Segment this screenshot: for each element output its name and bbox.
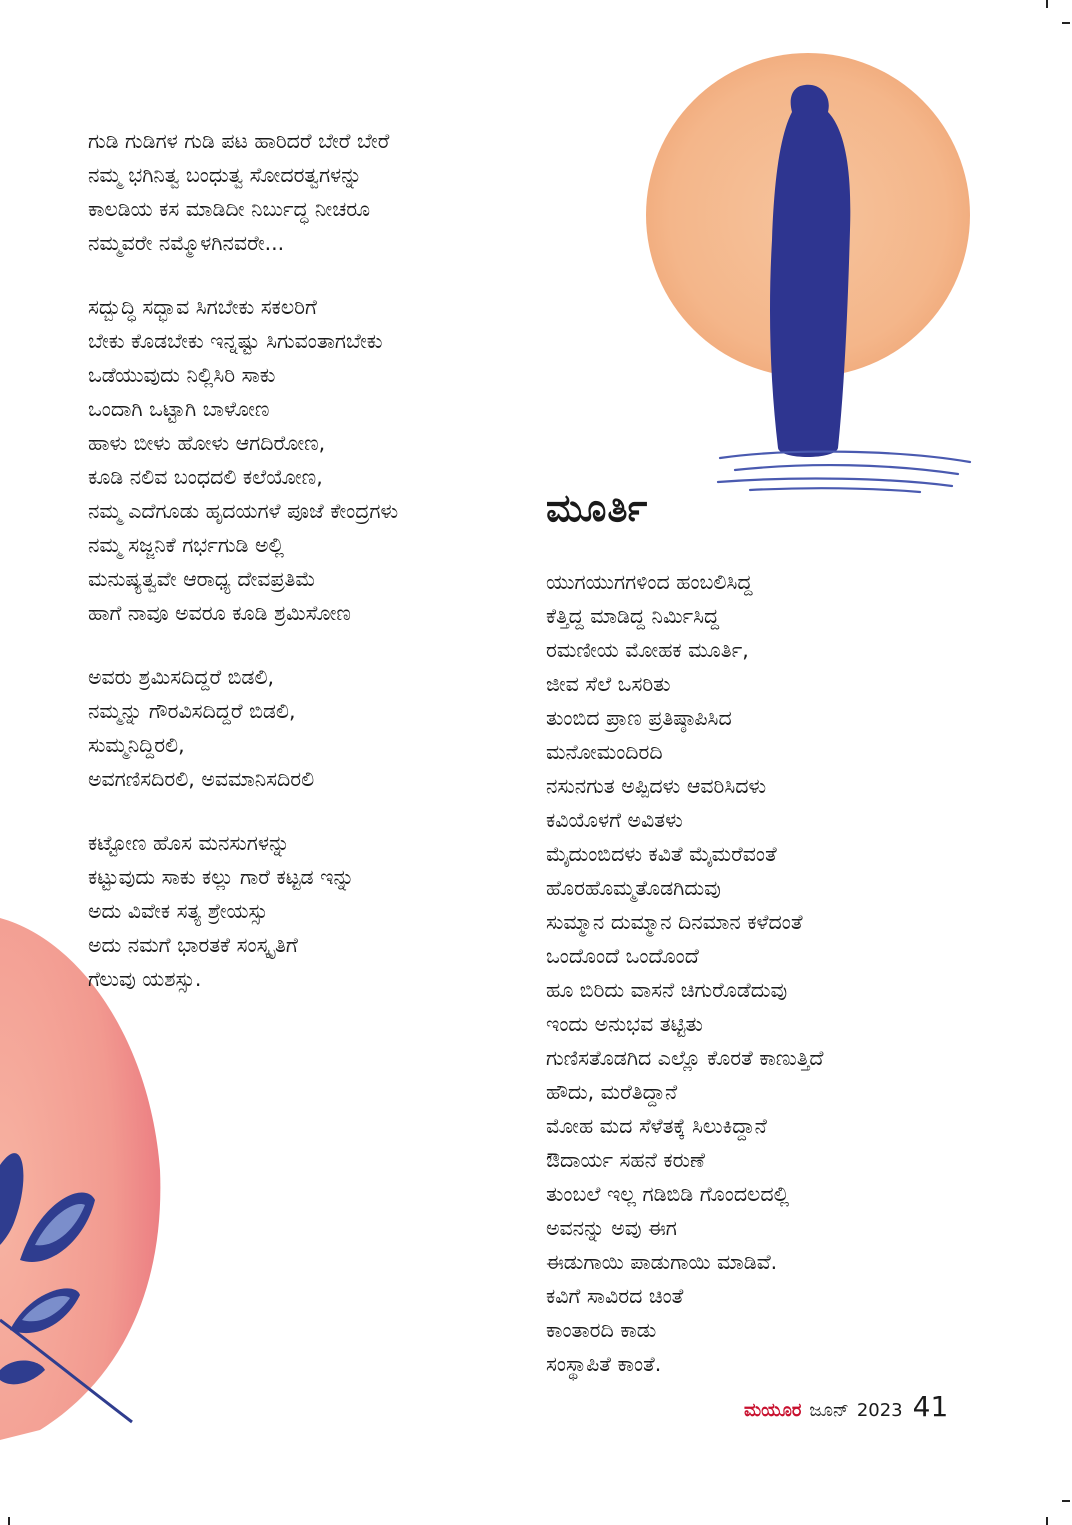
poem-line: ತುಂಬಲೆ ಇಲ್ಲ ಗಡಿಬಿಡಿ ಗೊಂದಲದಲ್ಲಿ bbox=[546, 1182, 790, 1206]
poem-line: ಸುಮ್ಮಾನ ದುಮ್ಮಾನ ದಿನಮಾನ ಕಳೆದಂತೆ bbox=[546, 910, 803, 934]
poem-line: ಅದು ನಮಗೆ ಭಾರತಕೆ ಸಂಸ್ಕೃತಿಗೆ bbox=[88, 933, 298, 957]
poem-line: ಜೀವ ಸೆಲೆ ಒಸರಿತು bbox=[546, 672, 671, 696]
poem-line: ಕಟ್ಟುವುದು ಸಾಕು ಕಲ್ಲು ಗಾರೆ ಕಟ್ಟಡ ಇನ್ನು bbox=[88, 865, 355, 889]
right-poem bbox=[546, 565, 966, 1381]
poem-line: ಹಾಗೆ ನಾವೂ ಅವರೂ ಕೂಡಿ ಶ್ರಮಿಸೋಣ bbox=[88, 601, 351, 625]
poem-line: ನಸುನಗುತ ಅಪ್ಪಿದಳು ಆವರಿಸಿದಳು bbox=[546, 774, 767, 798]
poem-line: ನಮ್ಮನ್ನು ಗೌರವಿಸದಿದ್ದರೆ ಬಿಡಲಿ, bbox=[88, 699, 296, 723]
poem-line: ಹೌದು, ಮರೆತಿದ್ದಾನೆ bbox=[546, 1080, 678, 1104]
poem-line: ಈಡುಗಾಯಿ ಪಾಡುಗಾಯಿ ಮಾಡಿವೆ. bbox=[546, 1250, 778, 1274]
poem-line: ಮೋಹ ಮದ ಸೆಳೆತಕ್ಕೆ ಸಿಲುಕಿದ್ದಾನೆ bbox=[546, 1114, 767, 1138]
poem-line: ರಮಣೀಯ ಮೋಹಕ ಮೂರ್ತಿ, bbox=[546, 638, 749, 662]
poem-line: ಮನುಷ್ಯತ್ವವೇ ಆರಾಧ್ಯ ದೇವಪ್ರತಿಮೆ bbox=[88, 567, 316, 591]
poem-line: ಹೊರಹೊಮ್ಮತೊಡಗಿದುವು bbox=[546, 876, 721, 900]
magazine-name: ಮಯೂರ bbox=[744, 1400, 802, 1421]
crop-mark bbox=[1062, 1500, 1070, 1502]
poem-line: ಕವಿಗೆ ಸಾವಿರದ ಚಿಂತೆ bbox=[546, 1284, 684, 1308]
poem-line: ನಮ್ಮ ಸಜ್ಜನಿಕೆ ಗರ್ಭಗುಡಿ ಅಲ್ಲಿ bbox=[88, 533, 284, 557]
poem-line: ಕೆತ್ತಿದ್ದ ಮಾಡಿದ್ದ ನಿರ್ಮಿಸಿದ್ದ bbox=[546, 604, 720, 628]
stanza bbox=[88, 660, 528, 796]
poem-line: ಕವಿಯೊಳಗೆ ಅವಿತಳು bbox=[546, 808, 683, 832]
left-poem bbox=[88, 124, 528, 1026]
poem-line: ಮೈದುಂಬಿದಳು ಕವಿತೆ ಮೈಮರೆವಂತೆ bbox=[546, 842, 777, 866]
poem-line: ಕೂಡಿ ನಲಿವ ಬಂಧದಲಿ ಕಲೆಯೋಣ, bbox=[88, 465, 323, 489]
poem-line: ಕಟ್ಟೋಣ ಹೊಸ ಮನಸುಗಳನ್ನು bbox=[88, 831, 290, 855]
poem-line: ಔದಾರ್ಯ ಸಹನೆ ಕರುಣೆ bbox=[546, 1148, 705, 1172]
poem-line: ಇಂದು ಅನುಭವ ತಟ್ಟಿತು bbox=[546, 1012, 703, 1036]
poem-line: ನಮ್ಮ ಎದೆಗೂಡು ಹೃದಯಗಳೆ ಪೂಜೆ ಕೇಂದ್ರಗಳು bbox=[88, 499, 399, 523]
poem-line: ಗುಣಿಸತೊಡಗಿದ ಎಲ್ಲೊ ಕೊರತೆ ಕಾಣುತ್ತಿದೆ bbox=[546, 1046, 824, 1070]
poem-line: ಸಂಸ್ಥಾಪಿತೆ ಕಾಂತೆ. bbox=[546, 1352, 662, 1376]
crop-mark bbox=[8, 1517, 10, 1525]
poem-line: ನಮ್ಮವರೇ ನಮ್ಮೊಳಗಿನವರೇ... bbox=[88, 231, 285, 255]
crop-mark bbox=[1046, 1517, 1048, 1525]
poem-line: ಗೆಲುವು ಯಶಸ್ಸು. bbox=[88, 967, 202, 991]
issue-month: ಜೂನ್ bbox=[809, 1400, 849, 1421]
stanza bbox=[88, 826, 528, 996]
water-ripples bbox=[718, 452, 970, 492]
poem-line: ಹಾಳು ಬೀಳು ಹೋಳು ಆಗದಿರೋಣ, bbox=[88, 431, 326, 455]
poem-line: ಹೂ ಬಿರಿದು ವಾಸನೆ ಚಿಗುರೊಡೆದುವು bbox=[546, 978, 788, 1002]
poem-line: ಅವಗಣಿಸದಿರಲಿ, ಅವಮಾನಿಸದಿರಲಿ bbox=[88, 767, 315, 791]
poem-line: ಸದ್ಬುದ್ಧಿ ಸದ್ಭಾವ ಸಿಗಬೇಕು ಸಕಲರಿಗೆ bbox=[88, 295, 317, 319]
page-footer bbox=[744, 1390, 948, 1423]
poem-line: ಬೇಕು ಕೊಡಬೇಕು ಇನ್ನಷ್ಟು ಸಿಗುವಂತಾಗಬೇಕು bbox=[88, 329, 383, 353]
figure-sun-illustration bbox=[640, 50, 980, 500]
poem-line: ಯುಗಯುಗಗಳಿಂದ ಹಂಬಲಿಸಿದ್ದ bbox=[546, 570, 753, 594]
page-number: 41 bbox=[912, 1390, 949, 1423]
poem-line: ತುಂಬಿದ ಪ್ರಾಣ ಪ್ರತಿಷ್ಠಾಪಿಸಿದ bbox=[546, 706, 732, 730]
poem-title: ಮೂರ್ತಿ bbox=[546, 486, 649, 530]
poem-line: ಮನೋಮಂದಿರದಿ bbox=[546, 740, 663, 764]
poem-line: ಒಂದಾಗಿ ಒಟ್ಟಾಗಿ ಬಾಳೋಣ bbox=[88, 397, 270, 421]
poem-line: ಒಂದೊಂದೆ ಒಂದೊಂದೆ bbox=[546, 944, 699, 968]
poem-line: ಕಾಂತಾರದಿ ಕಾಡು bbox=[546, 1318, 657, 1342]
poem-line: ಅದು ವಿವೇಕ ಸತ್ಯ ಶ್ರೇಯಸ್ಸು bbox=[88, 899, 268, 923]
stanza bbox=[88, 124, 528, 260]
stanza bbox=[88, 290, 528, 630]
poem-line: ನಮ್ಮ ಭಗಿನಿತ್ವ ಬಂಧುತ್ವ ಸೋದರತ್ವಗಳನ್ನು bbox=[88, 163, 362, 187]
poem-line: ಅವರು ಶ್ರಮಿಸದಿದ್ದರೆ ಬಿಡಲಿ, bbox=[88, 665, 275, 689]
poem-line: ಕಾಲಡಿಯ ಕಸ ಮಾಡಿದೀ ನಿರ್ಬುದ್ಧ ನೀಚರೂ bbox=[88, 197, 371, 221]
crop-mark bbox=[1062, 22, 1070, 24]
crop-mark bbox=[1046, 0, 1048, 8]
poem-line: ಗುಡಿ ಗುಡಿಗಳ ಗುಡಿ ಪಟ ಹಾರಿದರೆ ಬೇರೆ ಬೇರೆ bbox=[88, 129, 390, 153]
poem-line: ಒಡೆಯುವುದು ನಿಲ್ಲಿಸಿರಿ ಸಾಕು bbox=[88, 363, 276, 387]
issue-year: 2023 bbox=[856, 1400, 903, 1421]
poem-line: ಸುಮ್ಮನಿದ್ದಿರಲಿ, bbox=[88, 733, 185, 757]
poem-line: ಅವನನ್ನು ಅವು ಈಗ bbox=[546, 1216, 677, 1240]
